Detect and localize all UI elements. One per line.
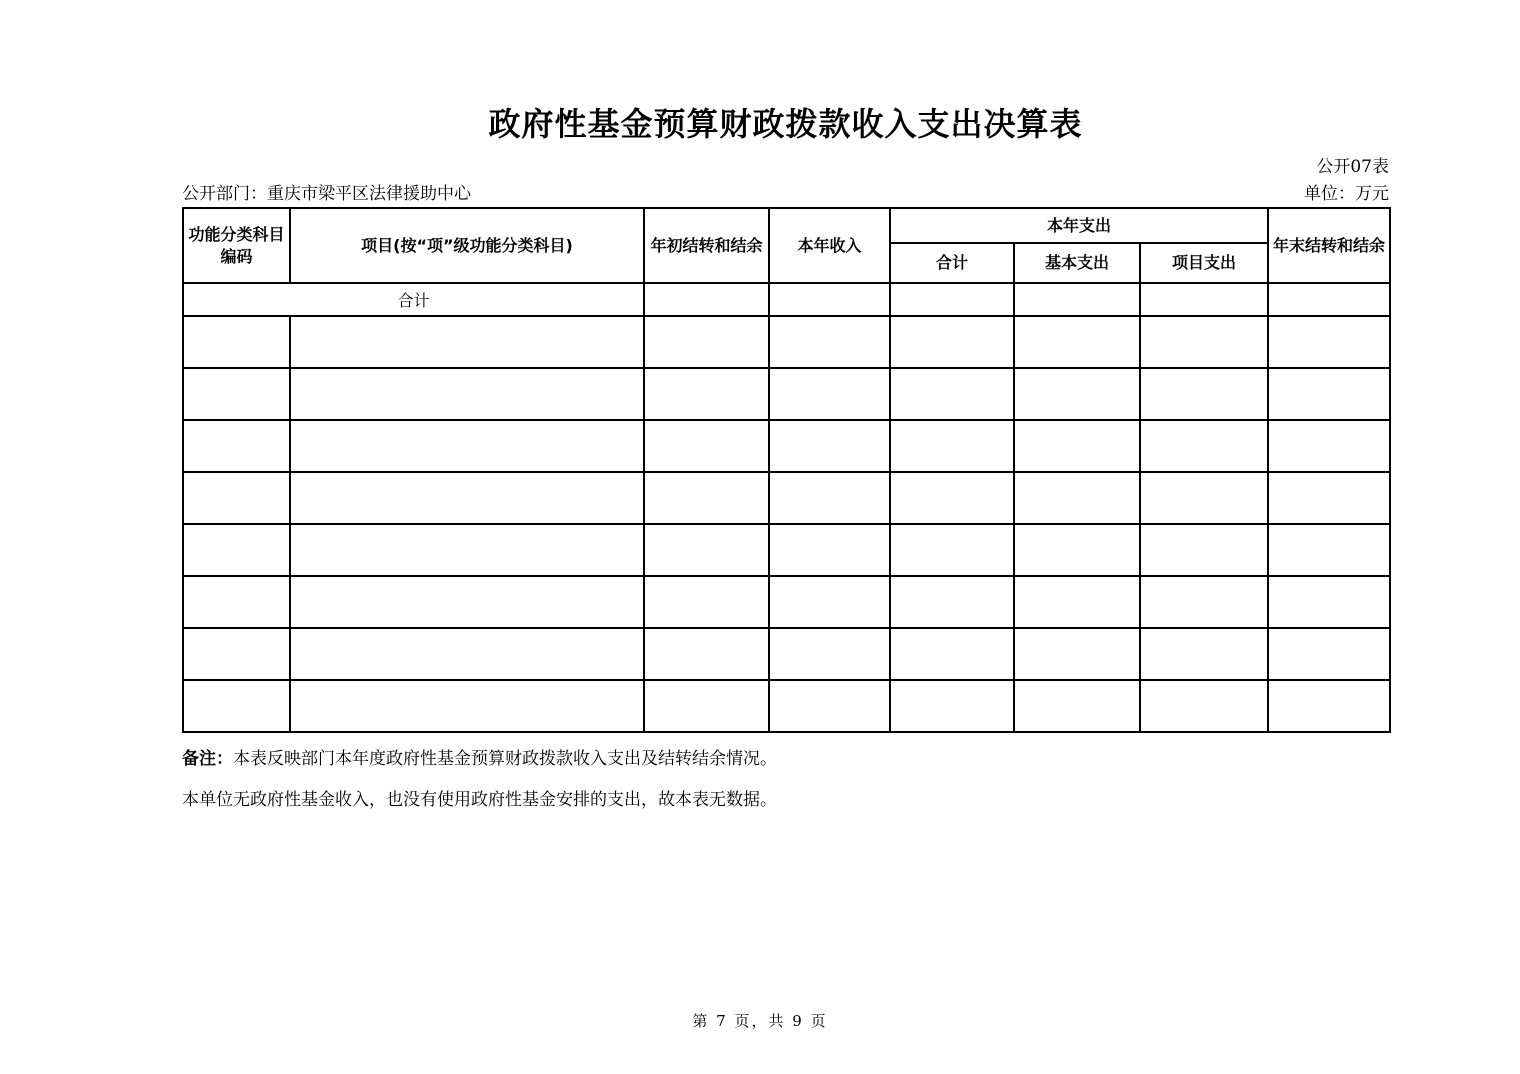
table-cell-expense-basic bbox=[1014, 283, 1140, 316]
header-end-balance: 年末结转和结余 bbox=[1268, 208, 1390, 283]
table-cell-expense-project bbox=[1140, 283, 1268, 316]
table-cell bbox=[290, 316, 644, 368]
table-cell bbox=[290, 576, 644, 628]
table-row-empty bbox=[183, 628, 1390, 680]
table-cell-end-balance bbox=[1268, 283, 1390, 316]
department-label: 公开部门： bbox=[182, 184, 267, 204]
header-year-income: 本年收入 bbox=[769, 208, 890, 283]
table-cell bbox=[1014, 628, 1140, 680]
table-cell bbox=[769, 368, 890, 420]
table-cell bbox=[1014, 472, 1140, 524]
table-cell bbox=[644, 524, 769, 576]
table-cell-year-income bbox=[769, 283, 890, 316]
table-cell bbox=[769, 524, 890, 576]
table-cell bbox=[890, 680, 1014, 732]
table-row-empty bbox=[183, 368, 1390, 420]
header-begin-balance: 年初结转和结余 bbox=[644, 208, 769, 283]
notes-section bbox=[182, 748, 1389, 812]
table-cell bbox=[290, 368, 644, 420]
table-cell bbox=[644, 680, 769, 732]
table-cell bbox=[183, 680, 290, 732]
table-cell bbox=[644, 628, 769, 680]
note-line-2: 本单位无政府性基金收入，也没有使用政府性基金安排的支出，故本表无数据。 bbox=[182, 790, 777, 810]
table-cell bbox=[890, 576, 1014, 628]
header-func-code: 功能分类科目编码 bbox=[183, 208, 290, 283]
table-cell-expense-total bbox=[890, 283, 1014, 316]
table-cell bbox=[1014, 680, 1140, 732]
table-cell bbox=[890, 628, 1014, 680]
table-cell bbox=[890, 472, 1014, 524]
table-cell bbox=[1014, 524, 1140, 576]
table-row-empty bbox=[183, 680, 1390, 732]
table-cell bbox=[644, 368, 769, 420]
table-cell bbox=[890, 368, 1014, 420]
table-cell bbox=[890, 420, 1014, 472]
header-expense-total: 合计 bbox=[890, 243, 1014, 283]
note-text-1: 本表反映部门本年度政府性基金预算财政拨款收入支出及结转结余情况。 bbox=[233, 749, 777, 769]
table-cell bbox=[1268, 472, 1390, 524]
header-expense-basic: 基本支出 bbox=[1014, 243, 1140, 283]
table-cell bbox=[1140, 420, 1268, 472]
table-cell bbox=[644, 472, 769, 524]
table-row-empty bbox=[183, 420, 1390, 472]
table-cell bbox=[1140, 576, 1268, 628]
table-cell-begin-balance bbox=[644, 283, 769, 316]
table-cell bbox=[769, 628, 890, 680]
table-cell bbox=[769, 420, 890, 472]
table-cell bbox=[183, 316, 290, 368]
page-footer: 第 7 页，共 9 页 bbox=[692, 1012, 828, 1030]
budget-table bbox=[182, 207, 1391, 733]
table-cell bbox=[1140, 368, 1268, 420]
table-cell bbox=[1268, 316, 1390, 368]
table-cell bbox=[290, 472, 644, 524]
table-cell bbox=[644, 576, 769, 628]
department-line bbox=[182, 182, 471, 206]
table-cell bbox=[1140, 628, 1268, 680]
header-expense-project: 项目支出 bbox=[1140, 243, 1268, 283]
table-cell bbox=[1140, 316, 1268, 368]
table-cell bbox=[890, 316, 1014, 368]
table-row-empty bbox=[183, 316, 1390, 368]
header-project: 项目(按“项”级功能分类科目) bbox=[290, 208, 644, 283]
table-cell bbox=[1140, 524, 1268, 576]
table-cell bbox=[644, 420, 769, 472]
table-cell bbox=[769, 472, 890, 524]
table-cell bbox=[769, 576, 890, 628]
table-cell bbox=[1014, 576, 1140, 628]
note-label: 备注： bbox=[182, 749, 233, 769]
table-cell bbox=[183, 368, 290, 420]
table-cell bbox=[1014, 368, 1140, 420]
table-cell bbox=[1268, 680, 1390, 732]
table-row-empty bbox=[183, 576, 1390, 628]
document-content bbox=[182, 0, 1389, 812]
table-cell bbox=[769, 316, 890, 368]
table-row-empty bbox=[183, 472, 1390, 524]
note-line-1 bbox=[182, 748, 1389, 771]
table-cell bbox=[1014, 420, 1140, 472]
table-cell bbox=[183, 524, 290, 576]
table-row-empty bbox=[183, 524, 1390, 576]
table-cell bbox=[1268, 576, 1390, 628]
table-cell bbox=[1268, 368, 1390, 420]
table-cell bbox=[1268, 524, 1390, 576]
total-row-label: 合计 bbox=[183, 283, 644, 316]
page-title: 政府性基金预算财政拨款收入支出决算表 bbox=[488, 105, 1083, 143]
table-cell bbox=[290, 524, 644, 576]
meta-row bbox=[182, 182, 1389, 206]
table-cell bbox=[183, 472, 290, 524]
table-cell bbox=[290, 680, 644, 732]
table-cell bbox=[1268, 420, 1390, 472]
table-cell bbox=[1140, 472, 1268, 524]
table-cell bbox=[1268, 628, 1390, 680]
header-year-expense-group: 本年支出 bbox=[890, 208, 1268, 243]
table-cell bbox=[290, 628, 644, 680]
header-row-top bbox=[183, 208, 1390, 243]
unit-label: 单位：万元 bbox=[1304, 184, 1389, 204]
table-cell bbox=[1014, 316, 1140, 368]
table-cell bbox=[290, 420, 644, 472]
department-name: 重庆市梁平区法律援助中心 bbox=[267, 184, 471, 204]
table-cell bbox=[183, 576, 290, 628]
table-cell bbox=[1140, 680, 1268, 732]
table-cell bbox=[890, 524, 1014, 576]
table-cell bbox=[183, 628, 290, 680]
table-cell bbox=[183, 420, 290, 472]
table-number: 公开07表 bbox=[1316, 157, 1389, 177]
table-cell bbox=[644, 316, 769, 368]
table-row-total bbox=[183, 283, 1390, 316]
table-cell bbox=[769, 680, 890, 732]
